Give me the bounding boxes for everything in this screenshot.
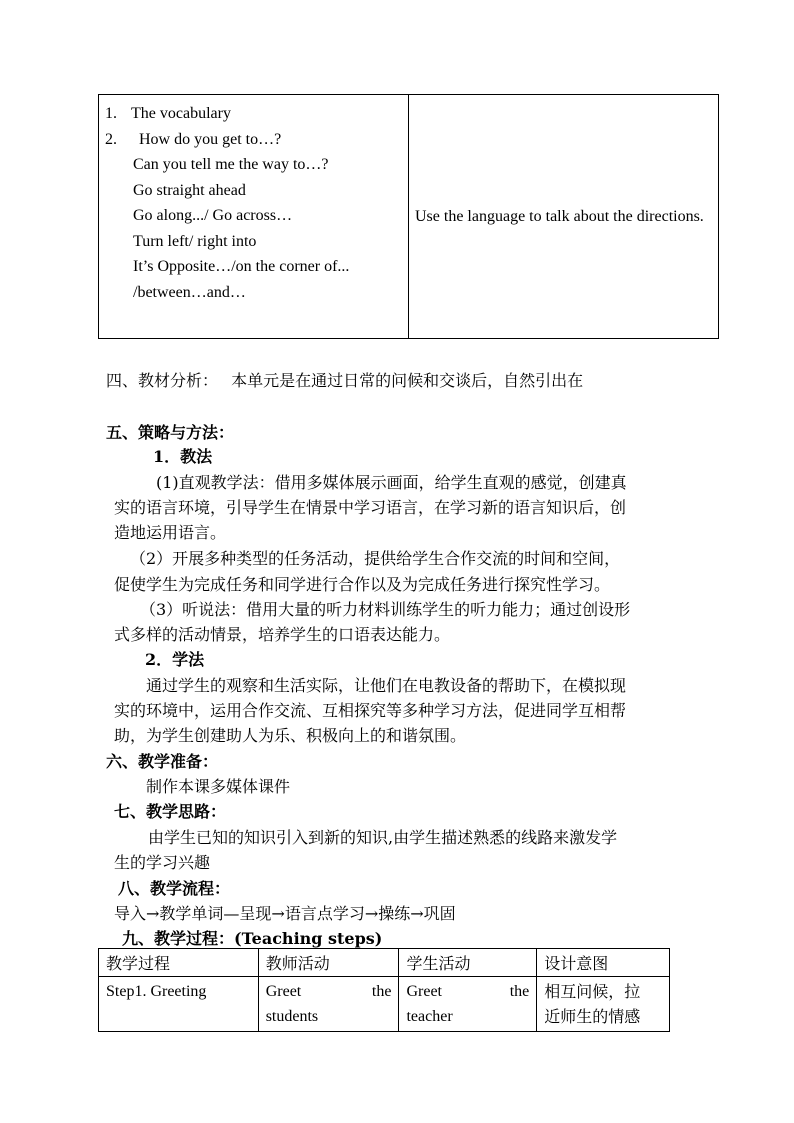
section7-heading: 七、教学思路： — [114, 802, 227, 821]
vocab-line: 2. How do you get to…? — [105, 130, 282, 148]
section4-line — [106, 368, 583, 391]
paragraph-line: 促使学生为完成任务和同学进行合作以及为完成任务进行探究性学习。 — [114, 575, 611, 594]
section4-text: 本单元是在通过日常的问候和交谈后，自然引出在 — [231, 371, 584, 390]
learning-subheading: 2．学法 — [145, 650, 205, 669]
vocab-line: Turn left/ right into — [133, 232, 257, 250]
paragraph-line: 生的学习兴趣 — [114, 853, 211, 872]
teacher-activity-cell: Greet the students — [258, 977, 399, 1032]
vocab-line: Can you tell me the way to…? — [133, 156, 329, 173]
objective-cell — [409, 95, 718, 338]
paragraph-line: 由学生已知的知识引入到新的知识,由学生描述熟悉的线路来激发学 — [148, 828, 618, 847]
objective-text: Use the language to talk about the directions. — [415, 207, 704, 225]
section5-heading: 五、策略与方法： — [106, 423, 235, 442]
flow-text: 导入→教学单词—呈现→语言点学习→操练→巩固 — [114, 904, 456, 923]
header-cell: 学生活动 — [399, 949, 537, 977]
vocabulary-cell — [99, 95, 409, 338]
student-activity-cell: Greet the teacher — [399, 977, 537, 1032]
section6-heading: 六、教学准备： — [106, 752, 219, 771]
teaching-steps-table — [98, 948, 670, 1032]
vocab-line: Go straight ahead — [133, 181, 246, 199]
table-header-row — [99, 949, 670, 977]
vocab-line: It’s Opposite…/on the corner of... — [133, 258, 350, 275]
header-cell: 教学过程 — [99, 949, 259, 977]
step-cell: Step1. Greeting — [99, 977, 259, 1032]
paragraph-line: 造地运用语言。 — [114, 523, 227, 542]
paragraph-line: (1)直观教学法：借用多媒体展示画面，给学生直观的感觉，创建真 — [156, 473, 627, 492]
header-cell: 设计意图 — [537, 949, 670, 977]
section6-text: 制作本课多媒体课件 — [146, 777, 291, 796]
section4-heading: 四、教材分析： — [106, 371, 219, 390]
vocabulary-table — [98, 94, 719, 339]
vocab-line: 1. The vocabulary — [105, 105, 231, 122]
design-intent-cell: 相互问候，拉 近师生的情感 — [537, 977, 670, 1032]
paragraph-line: 助，为学生创建助人为乐、积极向上的和谐氛围。 — [114, 726, 467, 745]
table-row — [99, 977, 670, 1032]
header-cell: 教师活动 — [258, 949, 399, 977]
paragraph-line: 实的语言环境，引导学生在情景中学习语言，在学习新的语言知识后，创 — [114, 498, 627, 517]
paragraph-line: （2）开展多种类型的任务活动，提供给学生合作交流的时间和空间， — [130, 549, 621, 568]
paragraph-line: 式多样的活动情景，培养学生的口语表达能力。 — [114, 625, 451, 644]
vocab-line: /between…and… — [133, 283, 246, 301]
paragraph-line: 实的环境中，运用合作交流、互相探究等多种学习方法，促进同学互相帮 — [114, 701, 627, 720]
section9-heading: 九、教学过程：(Teaching steps) — [122, 929, 383, 948]
paragraph-line: （3）听说法：借用大量的听力材料训练学生的听力能力；通过创设形 — [140, 600, 631, 619]
paragraph-line: 通过学生的观察和生活实际，让他们在电教设备的帮助下，在模拟现 — [146, 676, 627, 695]
vocab-line: Go along.../ Go across… — [133, 207, 293, 224]
method-subheading: 1．教法 — [153, 447, 213, 466]
section8-heading: 八、教学流程： — [118, 879, 231, 898]
